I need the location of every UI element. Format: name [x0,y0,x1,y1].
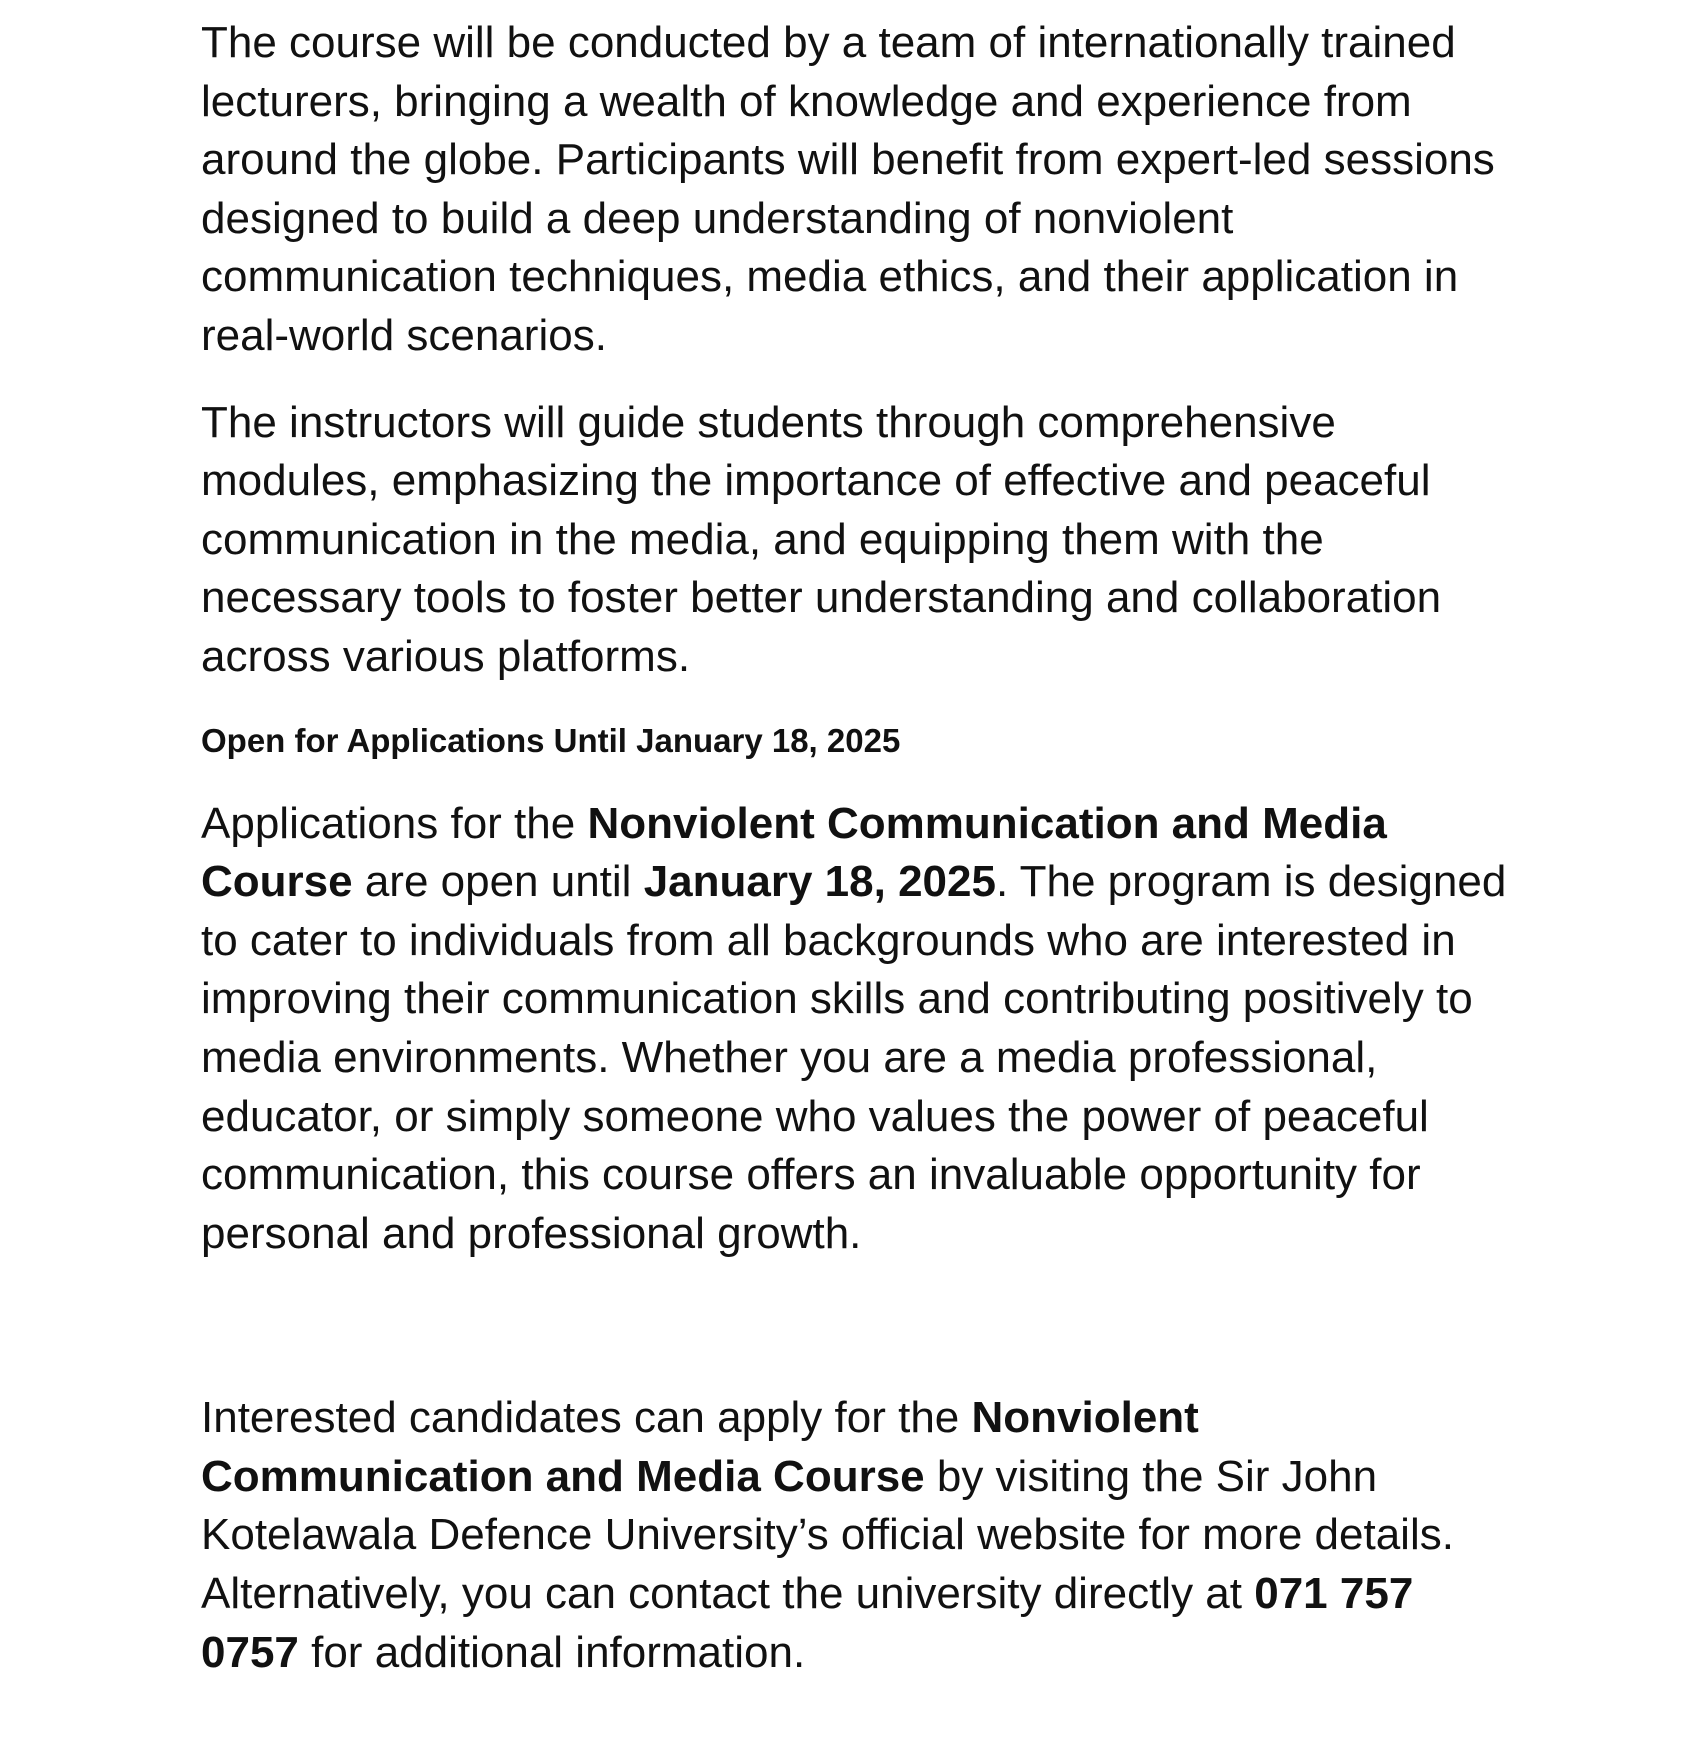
application-deadline: January 18, 2025 [643,857,996,907]
text-segment: are open until [352,857,644,907]
paragraph-instructors: The instructors will guide students through comprehensive modules, emphasizing the importance of effective and peaceful communication in the media, and equipping them with the necessary tools to foster better understanding and collaboration across various platforms. [201,397,1442,681]
text-segment: Interested candidates can apply for the [201,1393,972,1443]
text-segment: . The program is designed to cater to individuals from all backgrounds who are interested in improving their communication skills and contributing positively to media environments. Whether you are a media professional, educator, or simply someone who values the power of peaceful communication, this course offers an invaluable opportunity for personal and professional growth. [201,857,1507,1258]
applications-subheading: Open for Applications Until January 18, 2025 [201,721,901,759]
text-segment: for additional information. [298,1627,806,1677]
course-name: Nonviolent Communication and Media Course [201,798,1387,907]
contact-phone: 071 757 0757 [201,1569,1414,1677]
text-segment: Applications for the [201,798,588,848]
paragraph-lecturers: The course will be conducted by a team of internationally trained lecturers, bringing a wealth of knowledge and experience from around the globe. Participants will benefit from expert-led sessions designed to build a deep understanding of nonviolent communication techniques, media ethics, and their application in real-world scenarios. [201,18,1495,360]
paragraph-applications [201,795,1521,1264]
text-segment: by visiting the Sir John Kotelawala Defence University’s official website for more details. Alternatively, you can contact the university directly at [201,1451,1454,1619]
course-name: Nonviolent Communication and Media Course [201,1393,1199,1501]
paragraph-how-to-apply [201,1389,1521,1682]
article-body [201,14,1521,1682]
